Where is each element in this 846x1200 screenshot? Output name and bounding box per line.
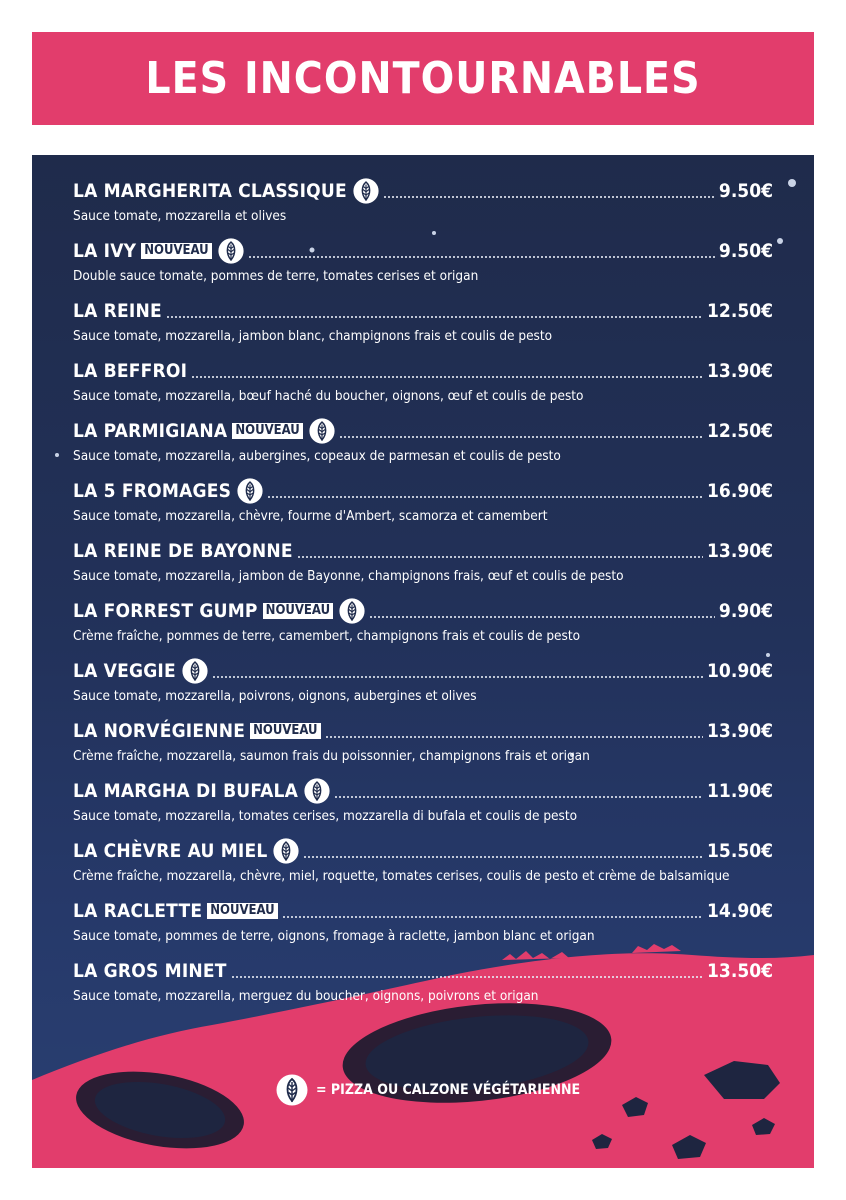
menu-item <box>73 655 773 715</box>
new-badge: NOUVEAU <box>250 723 320 739</box>
menu-item-price: 9.90€ <box>718 600 773 622</box>
vegetarian-leaf-icon <box>273 838 299 864</box>
vegetarian-leaf-icon <box>353 178 379 204</box>
menu-item-description: Sauce tomate, mozzarella, poivrons, oignons, aubergines et olives <box>73 688 477 704</box>
menu-item-header <box>73 355 773 387</box>
menu-item-description: Crème fraîche, mozzarella, saumon frais du poissonnier, champignons frais et origan <box>73 748 590 764</box>
menu-item-header <box>73 175 773 207</box>
menu-item-price: 13.50€ <box>707 960 773 982</box>
menu-item-header <box>73 475 773 507</box>
menu-item <box>73 775 773 835</box>
title-banner <box>32 32 814 125</box>
new-badge: NOUVEAU <box>263 603 333 619</box>
menu-item-header <box>73 955 773 987</box>
menu-item-description: Double sauce tomate, pommes de terre, tomates cerises et origan <box>73 268 479 284</box>
menu-item <box>73 595 773 655</box>
menu-item-price: 14.90€ <box>707 900 773 922</box>
menu-item-name: LA VEGGIE <box>73 660 176 682</box>
menu-item-description: Crème fraîche, pommes de terre, camembert, champignons frais et coulis de pesto <box>73 628 581 644</box>
menu-panel <box>32 155 814 1168</box>
dot-leader <box>191 376 703 378</box>
vegetarian-leaf-icon <box>182 658 208 684</box>
dot-leader <box>231 976 703 978</box>
menu-item <box>73 175 773 235</box>
menu-item-price: 13.90€ <box>707 540 773 562</box>
menu-item-header <box>73 895 773 927</box>
menu-item-name: LA GROS MINET <box>73 960 227 982</box>
new-badge: NOUVEAU <box>141 243 211 259</box>
dot-leader <box>248 256 715 258</box>
menu-item-name: LA RACLETTE <box>73 900 203 922</box>
menu-item-name: LA BEFFROI <box>73 360 188 382</box>
menu-item-price: 10.90€ <box>707 660 773 682</box>
legend-text: = PIZZA OU CALZONE VÉGÉTARIENNE <box>316 1082 581 1098</box>
menu-item-description: Sauce tomate, mozzarella, jambon blanc, champignons frais et coulis de pesto <box>73 328 553 344</box>
dot-leader <box>339 436 703 438</box>
menu-item-description: Sauce tomate, pommes de terre, oignons, fromage à raclette, jambon blanc et origan <box>73 928 595 944</box>
menu-item-name: LA 5 FROMAGES <box>73 480 232 502</box>
vegetarian-leaf-icon <box>339 598 365 624</box>
new-badge: NOUVEAU <box>232 423 302 439</box>
menu-item <box>73 955 773 1015</box>
menu-item-name: LA MARGHA DI BUFALA <box>73 780 299 802</box>
menu-item-header <box>73 655 773 687</box>
menu-item <box>73 355 773 415</box>
menu-item-header <box>73 295 773 327</box>
page-title: LES INCONTOURNABLES <box>145 53 701 104</box>
menu-item-description: Sauce tomate, mozzarella, chèvre, fourme d'Ambert, scamorza et camembert <box>73 508 548 524</box>
menu-item-price: 13.90€ <box>707 720 773 742</box>
menu-item-price: 16.90€ <box>707 480 773 502</box>
menu-item <box>73 235 773 295</box>
dot-leader <box>297 556 703 558</box>
vegetarian-leaf-icon <box>304 778 330 804</box>
menu-item-price: 9.50€ <box>718 180 773 202</box>
menu-item-name: LA REINE DE BAYONNE <box>73 540 293 562</box>
menu-item <box>73 475 773 535</box>
dot-leader <box>267 496 703 498</box>
menu-item-header <box>73 835 773 867</box>
menu-item-header <box>73 535 773 567</box>
menu-item <box>73 715 773 775</box>
pizza-menu-list <box>73 175 773 1015</box>
menu-item-description: Sauce tomate, mozzarella, jambon de Bayonne, champignons frais, œuf et coulis de pesto <box>73 568 624 584</box>
dot-leader <box>383 196 715 198</box>
menu-item-description: Crème fraîche, mozzarella, chèvre, miel, roquette, tomates cerises, coulis de pesto et crème de balsamique <box>73 868 730 884</box>
menu-item-price: 12.50€ <box>707 300 773 322</box>
menu-item-description: Sauce tomate, mozzarella, tomates cerises, mozzarella di bufala et coulis de pesto <box>73 808 578 824</box>
menu-item-price: 13.90€ <box>707 360 773 382</box>
dot-leader <box>369 616 715 618</box>
menu-item <box>73 295 773 355</box>
menu-item <box>73 415 773 475</box>
dot-leader <box>325 736 703 738</box>
dot-leader <box>166 316 703 318</box>
dot-leader <box>303 856 703 858</box>
new-badge: NOUVEAU <box>207 903 277 919</box>
menu-item-price: 9.50€ <box>718 240 773 262</box>
vegetarian-leaf-icon <box>237 478 263 504</box>
menu-item-description: Sauce tomate, mozzarella, merguez du boucher, oignons, poivrons et origan <box>73 988 539 1004</box>
menu-item-name: LA CHÈVRE AU MIEL <box>73 840 268 862</box>
menu-item-price: 12.50€ <box>707 420 773 442</box>
menu-item-header <box>73 595 773 627</box>
dot-leader <box>334 796 703 798</box>
menu-item-name: LA MARGHERITA CLASSIQUE <box>73 180 347 202</box>
menu-item-name: LA IVY <box>73 240 137 262</box>
menu-item-description: Sauce tomate, mozzarella, bœuf haché du boucher, oignons, œuf et coulis de pesto <box>73 388 584 404</box>
menu-item <box>73 895 773 955</box>
menu-item-header <box>73 775 773 807</box>
menu-item-name: LA REINE <box>73 300 162 322</box>
menu-item-header <box>73 235 773 267</box>
menu-item-price: 11.90€ <box>707 780 773 802</box>
menu-item-name: LA PARMIGIANA <box>73 420 228 442</box>
menu-item-name: LA NORVÉGIENNE <box>73 720 246 742</box>
menu-item-price: 15.50€ <box>707 840 773 862</box>
menu-item <box>73 535 773 595</box>
legend <box>276 1074 580 1106</box>
dot-leader <box>212 676 703 678</box>
menu-item <box>73 835 773 895</box>
vegetarian-leaf-icon <box>309 418 335 444</box>
menu-item-description: Sauce tomate, mozzarella, aubergines, copeaux de parmesan et coulis de pesto <box>73 448 561 464</box>
dot-leader <box>282 916 703 918</box>
vegetarian-leaf-icon <box>218 238 244 264</box>
menu-item-name: LA FORREST GUMP <box>73 600 258 622</box>
vegetarian-leaf-icon <box>276 1074 308 1106</box>
menu-item-header <box>73 415 773 447</box>
menu-item-header <box>73 715 773 747</box>
menu-item-description: Sauce tomate, mozzarella et olives <box>73 208 287 224</box>
